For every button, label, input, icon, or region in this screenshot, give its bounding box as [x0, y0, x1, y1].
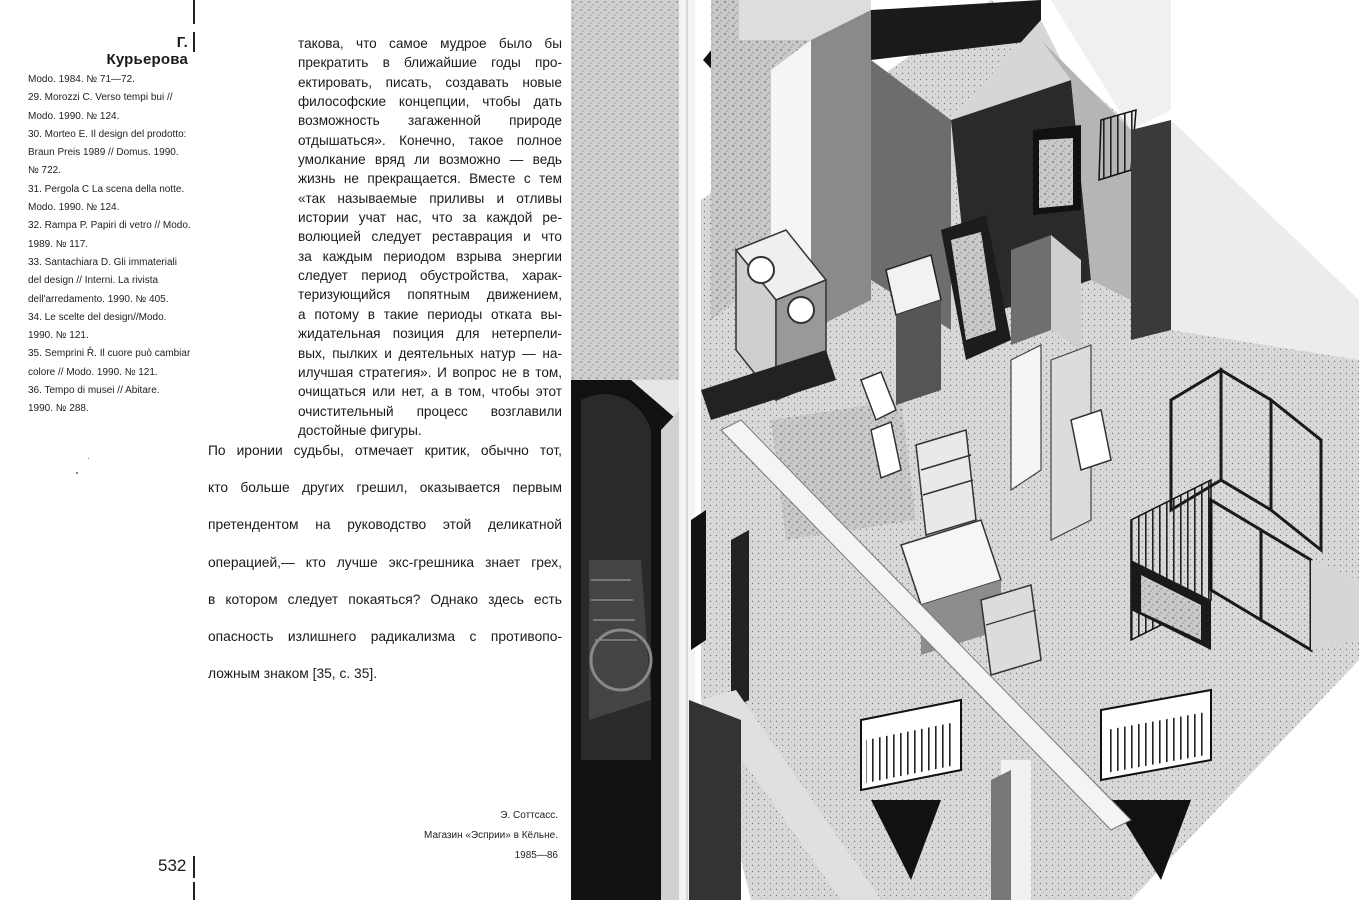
author-rule: [193, 32, 195, 52]
text-line: очищаться или нет, а в том, чтобы этот: [298, 384, 562, 400]
pagenum-rule: [193, 856, 195, 878]
figure-caption: [400, 806, 558, 866]
bottom-rule: [193, 882, 195, 900]
text-line: достойные фигуры.: [298, 422, 422, 438]
footnote-line: 1989. № 117.: [28, 238, 89, 250]
speck: [88, 458, 89, 459]
text-line: жидательная позиция для нетерпели-: [298, 326, 562, 342]
text-line: следует период обустройства, харак-: [298, 268, 562, 284]
footnote-line: 35. Semprini R̊. Il cuore può cambiar: [28, 348, 191, 360]
footnote-line: del design // Interni. La rivista: [28, 275, 159, 287]
footnote-line: Modo. 1990. № 124.: [28, 202, 120, 214]
page-number: 532: [158, 856, 187, 875]
store-axonometric-photo: [571, 0, 1359, 900]
footnote-line: Modo. 1990. № 124.: [28, 110, 120, 122]
text-line: По иронии судьбы, отмечает критик, обычно тот,: [208, 443, 562, 458]
speck: [76, 472, 78, 474]
text-line: претендентом на руководство этой деликатной: [208, 517, 562, 533]
text-line: истории учат нас, что за каждой ре-: [298, 210, 562, 226]
footnote-line: colore // Modo. 1990. № 121.: [28, 366, 158, 378]
top-rule: [193, 0, 195, 24]
text-line: возможность загаженной природе: [298, 113, 562, 129]
footnote-line: 33. Santachiara D. Gli immateriali: [28, 256, 177, 268]
footnote-line: 29. Morozzi C. Verso tempi bui //: [28, 92, 173, 104]
footnote-line: Braun Preis 1989 // Domus. 1990.: [28, 147, 179, 159]
footnote-line: 32. Rampa P. Papiri di vetro // Modo.: [28, 220, 191, 232]
footnote-line: Modo. 1984. № 71—72.: [28, 74, 135, 85]
caption-line: 1985—86: [514, 850, 558, 861]
text-line: «так называемые приливы и отливы: [298, 190, 562, 206]
text-line: опасность излишнего радикализма с противопо-: [208, 629, 562, 645]
text-line: а потому в такие периоды отката вы-: [298, 306, 562, 322]
text-line: прекратить в ближайшие годы про-: [298, 55, 562, 71]
text-line: ложным знаком [35, с. 35].: [208, 666, 378, 682]
text-line: отдышаться». Конечно, такое полное: [298, 132, 562, 148]
footnote-line: № 722.: [28, 165, 61, 177]
footnote-line: 1990. № 121.: [28, 330, 89, 342]
footnote-line: 1990. № 288.: [28, 403, 89, 415]
quote-paragraph: [298, 34, 562, 440]
text-line: теризующийся попятным движением,: [298, 287, 562, 303]
text-line: такова, что самое мудрое было бы: [298, 36, 562, 51]
text-line: кто больше других грешил, оказывается первым: [208, 480, 562, 496]
text-line: в котором следует покаяться? Однако здесь есть: [208, 591, 562, 607]
text-line: илучшая стратегия». И вопрос не в том,: [298, 364, 562, 380]
footnote-line: dell'arredamento. 1990. № 405.: [28, 293, 169, 305]
text-line: жизнь не прекращается. Вместе с тем: [298, 171, 562, 187]
text-line: операцией,— кто лучше экс-грешника знает грех,: [208, 554, 562, 570]
caption-line: Магазин «Эсприи» в Кёльне.: [424, 830, 558, 841]
text-line: за каждым периодом взрыва энергии: [298, 248, 562, 264]
footnote-line: 30. Morteo E. Il design del prodotto:: [28, 128, 187, 140]
footnote-line: 36. Tempo di musei // Abitare.: [28, 385, 160, 397]
author-header: Г. Курьерова: [106, 34, 188, 68]
text-line: вых, пылких и деятельных натур — на-: [298, 345, 562, 361]
text-line: волюцией следует реставрация и что: [298, 229, 562, 245]
text-line: ектировать, писать, создавать новые: [298, 74, 562, 90]
caption-line: Э. Соттсасс.: [500, 810, 558, 821]
footnote-line: 31. Pergola C La scena della notte.: [28, 183, 185, 195]
text-line: очистительный процесс возглавили: [298, 403, 562, 419]
text-line: философские концепции, чтобы дать: [298, 94, 562, 110]
footnotes-list: [28, 71, 208, 419]
main-paragraph: [208, 432, 562, 692]
text-line: умолкание вряд ли возможно — ведь: [298, 152, 562, 168]
footnote-line: 34. Le scelte del design//Modo.: [28, 311, 167, 323]
